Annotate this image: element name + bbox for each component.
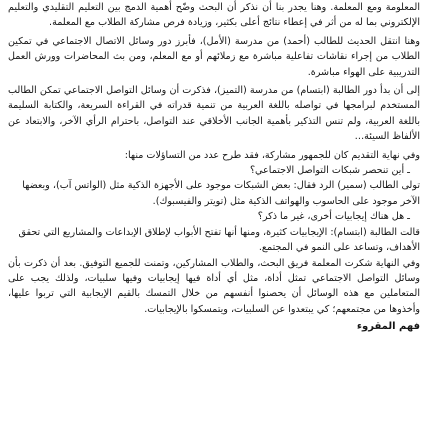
audience-question-1: ـ أين تنحصر شبكات التواصل الاجتماعي؟	[249, 165, 410, 177]
question-answer-list	[8, 163, 420, 255]
answer-ibtisam: قالت الطالبة (ابتسام): الإيجابيات كثيرة، ومنها أنها تفتح الأبواب لإطلاق الإبداعات والمشاريع التي تحقق الأهداف، وتساعد على النمو في المجتمع.	[18, 226, 420, 254]
paragraph-audience-questions: وفي نهاية التقديم كان للجمهور مشاركة، فقد طرح عدد من التساؤلات منها:	[124, 149, 420, 161]
answer-samir: تولى الطالب (سمير) الرد فقال: بعض الشبكات موجود على الأجهزة الذكية مثل (الواتس آب)، وبعضها الآخر موجود على الحاسوب والهواتف الذكية مثل (تويتر والفيسبوك).	[22, 180, 420, 207]
section-heading-reading-comprehension: فهم المقروء	[356, 321, 420, 333]
audience-question-2: ـ هل هناك إيجابيات أخرى، غير ما ذكر؟	[257, 211, 410, 223]
paragraph-research-conclusion: المعلومة ومع المعلمة. وهنا يجدر بنا أن نذكر أن البحث وضّح أهمية الدمج بين التعليم التقليدي والتعليم الإلكتروني بما له من أثر في إعطاء نتائج أعلى بكثير، وزيادة فرص مشاركة الطلاب مع المعلمة.	[8, 2, 420, 29]
paragraph-ibtisam-contribution: إلى أن بدأ دور الطالبة (ابتسام) من مدرسة (التميز)، فذكرت أن وسائل التواصل الاجتماعي تمكن الطالب المستخدم لبرامجها في تواصله باللغة العربية من تنمية قدراته في القراءة السريعة، والكتابة السليمة باللغة العربية، ولم تنس التذكير بأهمية الجانب الأخلاقي عند التواصل، باحترام الرأي الآخر، والابتعاد عن الألفاظ السيئة…	[8, 85, 420, 143]
paragraph-ahmed-contribution: وهنا انتقل الحديث للطالب (أحمد) من مدرسة (الأمل)، فأبرز دور وسائل الاتصال الاجتماعي في تمكين الطلاب من إجراء نقاشات تفاعلية مباشرة مع زملائهم أو مع المعلم، ومن بث المحاضرات وورش العمل التدريبية على الهواء مباشرة.	[8, 35, 420, 78]
paragraph-closing: وفي النهاية شكرت المعلمة فريق البحث، والطلاب المشاركين، وتمنت للجميع التوفيق. بعد أن ذكرت بأن وسائل التواصل الاجتماعي تمثل أداة، مثل أي أداة فيها إيجابيات وفيها سلبيات، ولذلك يجب على المتعاملين مع هذه الوسائل أن يحصنوا أنفسهم من خلال التمسك بالقيم الإيجابية التي تربوا عليها، وأخذوها من مجتمعهم؛ كي يبتعدوا عن السلبيات، ويتمسكوا بالإيجابيات.	[8, 257, 420, 315]
